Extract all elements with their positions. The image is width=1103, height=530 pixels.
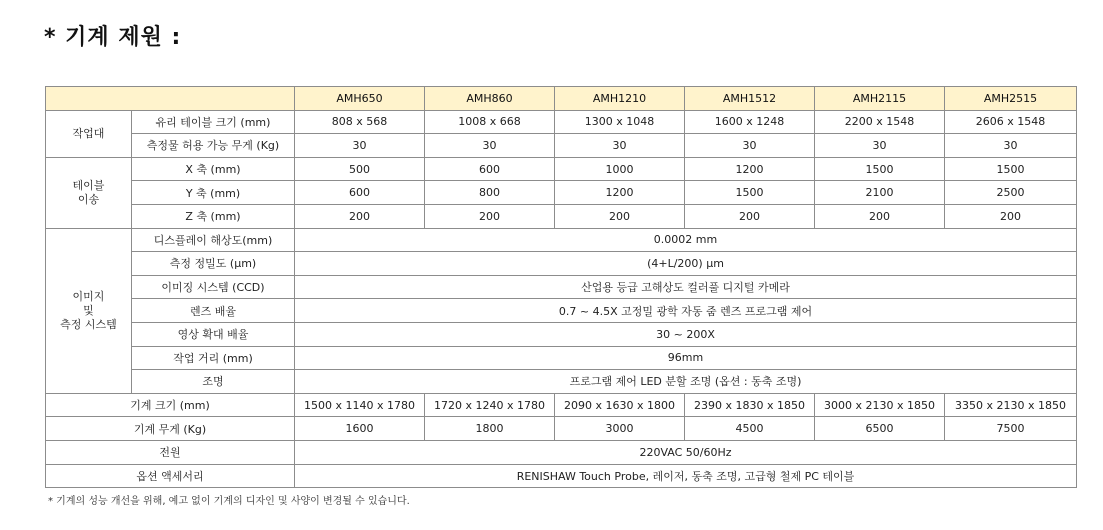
table-row — [46, 299, 1077, 323]
table-cell: 600 — [295, 181, 425, 205]
group-label-worktable: 작업대 — [46, 110, 132, 157]
table-cell: 800 — [425, 181, 555, 205]
footnote: * 기계의 성능 개선을 위해, 예고 없이 기계의 디자인 및 사양이 변경될 수 있습니다. — [48, 496, 410, 507]
row-label: 측정물 허용 가능 무게 (Kg) — [132, 134, 295, 158]
group-label-table-travel: 테이블 이송 — [46, 157, 132, 228]
table-cell-merged: 프로그램 제어 LED 분할 조명 (옵션 : 동축 조명) — [295, 370, 1077, 394]
table-cell: 1200 — [685, 157, 815, 181]
table-cell-merged: 30 ~ 200X — [295, 322, 1077, 346]
row-label: 옵션 액세서리 — [46, 464, 295, 488]
row-label: Z 축 (mm) — [132, 204, 295, 228]
row-label: 디스플레이 해상도(mm) — [132, 228, 295, 252]
table-cell: 200 — [945, 204, 1077, 228]
table-cell: 30 — [815, 134, 945, 158]
table-cell: 3000 — [555, 417, 685, 441]
table-cell: 1008 x 668 — [425, 110, 555, 134]
row-label: 이미징 시스템 (CCD) — [132, 275, 295, 299]
table-cell: 1600 — [295, 417, 425, 441]
table-cell: 30 — [945, 134, 1077, 158]
table-cell: 1000 — [555, 157, 685, 181]
table-row — [46, 110, 1077, 134]
table-cell: 4500 — [685, 417, 815, 441]
table-row — [46, 393, 1077, 417]
row-label: 유리 테이블 크기 (mm) — [132, 110, 295, 134]
table-row — [46, 228, 1077, 252]
model-header: AMH1512 — [685, 87, 815, 111]
table-cell: 1500 — [685, 181, 815, 205]
table-row — [46, 464, 1077, 488]
table-cell: 3350 x 2130 x 1850 — [945, 393, 1077, 417]
row-label: 조명 — [132, 370, 295, 394]
table-cell-merged: 220VAC 50/60Hz — [295, 440, 1077, 464]
table-row — [46, 346, 1077, 370]
table-cell: 3000 x 2130 x 1850 — [815, 393, 945, 417]
row-label: 전원 — [46, 440, 295, 464]
table-cell: 1800 — [425, 417, 555, 441]
table-cell: 1500 — [815, 157, 945, 181]
row-label: 작업 거리 (mm) — [132, 346, 295, 370]
table-cell-merged: 0.0002 mm — [295, 228, 1077, 252]
table-row — [46, 204, 1077, 228]
table-cell: 30 — [685, 134, 815, 158]
table-cell: 200 — [815, 204, 945, 228]
table-cell: 1720 x 1240 x 1780 — [425, 393, 555, 417]
table-cell: 2090 x 1630 x 1800 — [555, 393, 685, 417]
table-row — [46, 440, 1077, 464]
table-cell: 2100 — [815, 181, 945, 205]
table-cell: 808 x 568 — [295, 110, 425, 134]
table-cell: 200 — [685, 204, 815, 228]
model-header: AMH1210 — [555, 87, 685, 111]
page-title: * 기계 제원 : — [44, 25, 182, 50]
table-cell: 6500 — [815, 417, 945, 441]
table-row — [46, 275, 1077, 299]
table-cell-merged: (4+L/200) μm — [295, 252, 1077, 276]
table-row — [46, 252, 1077, 276]
table-cell: 600 — [425, 157, 555, 181]
table-cell: 200 — [295, 204, 425, 228]
table-cell-merged: RENISHAW Touch Probe, 레이저, 동축 조명, 고급형 철제 PC 테이블 — [295, 464, 1077, 488]
row-label: 영상 확대 배율 — [132, 322, 295, 346]
model-header: AMH860 — [425, 87, 555, 111]
table-cell: 1300 x 1048 — [555, 110, 685, 134]
table-cell: 1500 x 1140 x 1780 — [295, 393, 425, 417]
table-cell: 200 — [425, 204, 555, 228]
header-row — [46, 87, 1077, 111]
model-header: AMH2115 — [815, 87, 945, 111]
table-cell: 30 — [555, 134, 685, 158]
table-row — [46, 134, 1077, 158]
header-corner-cell — [46, 87, 295, 111]
table-cell: 1500 — [945, 157, 1077, 181]
model-header: AMH2515 — [945, 87, 1077, 111]
table-row — [46, 157, 1077, 181]
table-cell: 7500 — [945, 417, 1077, 441]
table-row — [46, 322, 1077, 346]
table-cell: 200 — [555, 204, 685, 228]
table-row — [46, 370, 1077, 394]
row-label: 렌즈 배율 — [132, 299, 295, 323]
table-cell-merged: 0.7 ~ 4.5X 고정밀 광학 자동 줌 렌즈 프로그램 제어 — [295, 299, 1077, 323]
table-cell: 1200 — [555, 181, 685, 205]
row-label: 기계 무게 (Kg) — [46, 417, 295, 441]
table-cell: 2606 x 1548 — [945, 110, 1077, 134]
spec-table — [45, 86, 1077, 488]
row-label: X 축 (mm) — [132, 157, 295, 181]
table-row — [46, 417, 1077, 441]
table-cell: 30 — [425, 134, 555, 158]
row-label: 측정 정밀도 (μm) — [132, 252, 295, 276]
table-cell: 30 — [295, 134, 425, 158]
table-cell: 2500 — [945, 181, 1077, 205]
row-label: Y 축 (mm) — [132, 181, 295, 205]
table-cell-merged: 96mm — [295, 346, 1077, 370]
table-cell-merged: 산업용 등급 고해상도 컬러풀 디지털 카메라 — [295, 275, 1077, 299]
table-cell: 500 — [295, 157, 425, 181]
table-cell: 2390 x 1830 x 1850 — [685, 393, 815, 417]
row-label: 기계 크기 (mm) — [46, 393, 295, 417]
table-row — [46, 181, 1077, 205]
model-header: AMH650 — [295, 87, 425, 111]
table-cell: 2200 x 1548 — [815, 110, 945, 134]
group-label-imaging-system: 이미지 및 측정 시스템 — [46, 228, 132, 393]
table-cell: 1600 x 1248 — [685, 110, 815, 134]
